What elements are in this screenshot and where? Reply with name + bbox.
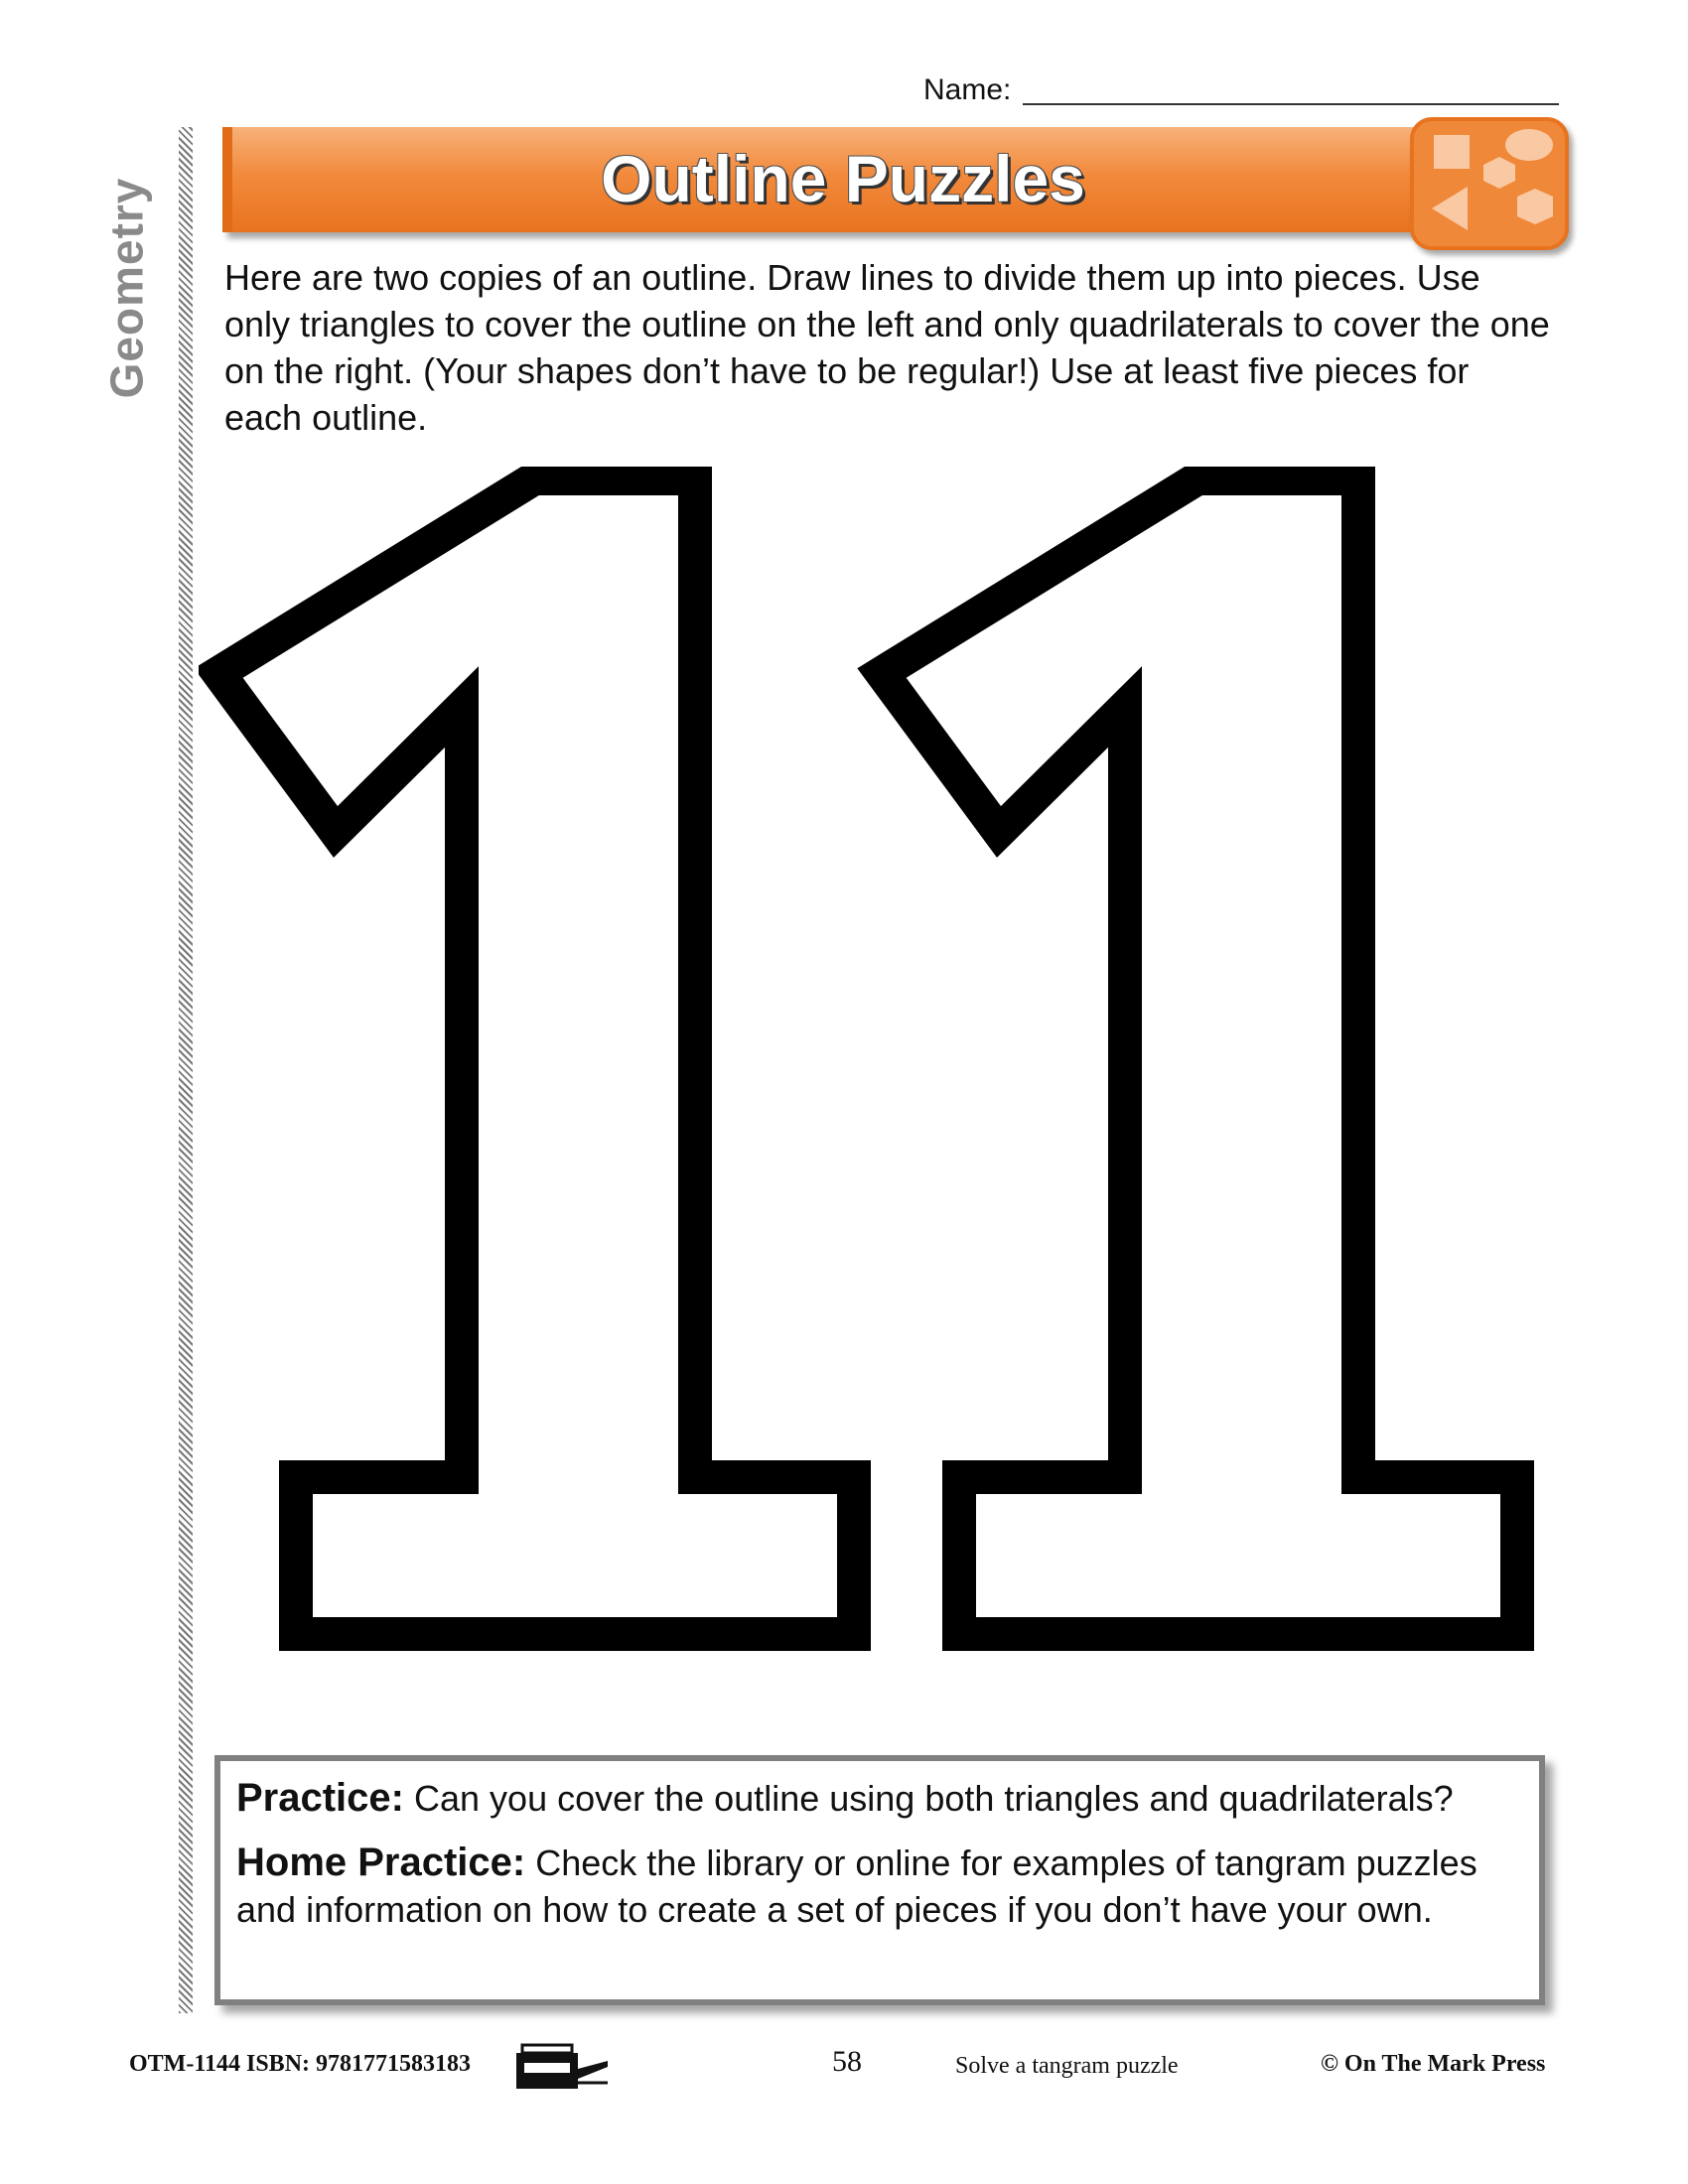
page-description: Solve a tangram puzzle	[955, 2053, 1179, 2079]
page-number: 58	[832, 2045, 862, 2078]
outline-left-triangles[interactable]	[218, 478, 854, 1634]
shapes-icon	[1410, 117, 1569, 250]
copyright: © On The Mark Press	[1321, 2051, 1546, 2077]
name-underline[interactable]	[1023, 103, 1559, 105]
practice-text: Can you cover the outline using both triangles and quadrilaterals?	[414, 1778, 1454, 1819]
subject-label-text: Geometry	[100, 177, 152, 399]
home-practice-text: Check the library or online for examples of tangram puzzles and information on how to create a set of pieces if you don’t have your own.	[236, 1843, 1477, 1930]
product-code: OTM-1144 ISBN: 9781771583183	[129, 2051, 472, 2077]
page-title: Outline Puzzles	[601, 142, 1085, 215]
copier-icon	[512, 2039, 612, 2095]
outline-right-quadrilaterals[interactable]	[882, 478, 1517, 1634]
title-banner	[222, 127, 1454, 232]
instructions-text: Here are two copies of an outline. Draw lines to divide them up into pieces. Use only triangles to cover the outline on the left and only quadrilaterals to cover the one on the right. (Your shapes don’t have to be regular!) Use at least five pieces for each outline.	[224, 257, 1550, 438]
name-label: Name:	[923, 73, 1012, 106]
practice-item	[236, 1775, 1523, 1822]
subject-label	[81, 159, 171, 417]
home-practice-item	[236, 1840, 1523, 1933]
practice-label: Practice:	[236, 1776, 404, 1820]
home-practice-label: Home Practice:	[236, 1841, 526, 1884]
hatched-divider	[179, 127, 193, 2013]
name-field[interactable]	[923, 71, 1559, 111]
outline-puzzles	[199, 467, 1589, 1717]
practice-box	[214, 1755, 1545, 2005]
